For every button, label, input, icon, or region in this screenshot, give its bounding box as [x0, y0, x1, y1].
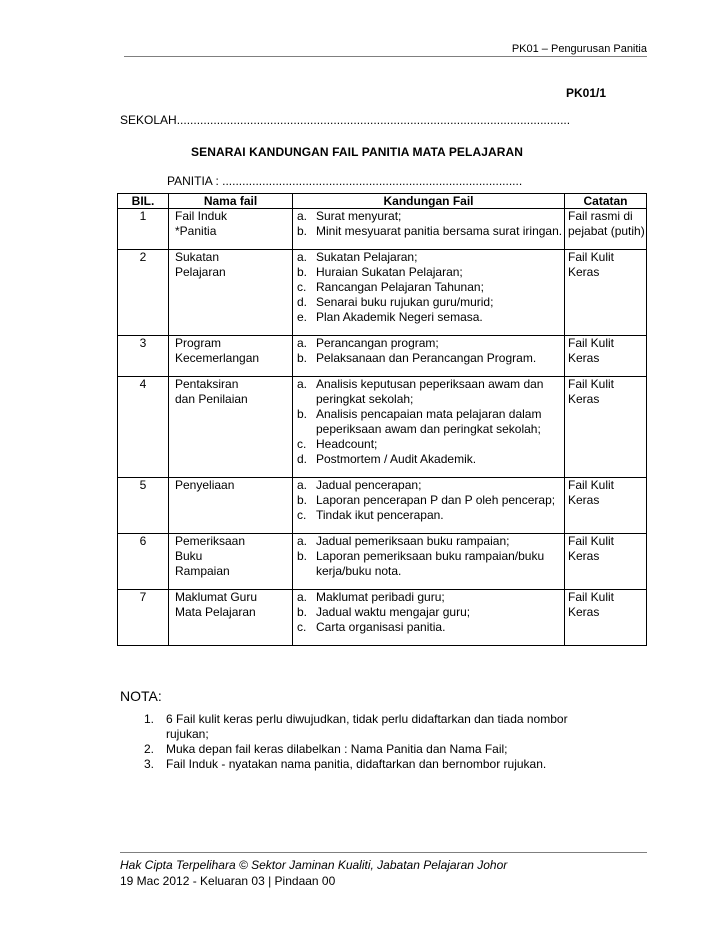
- nota-item: [144, 757, 604, 772]
- row-catatan: Fail Kulit Keras: [565, 377, 647, 478]
- nota-item-text: 6 Fail kulit keras perlu diwujudkan, tidak perlu didaftarkan dan tiada nombor rujukan;: [166, 712, 568, 741]
- kandungan-item-marker: b.: [297, 265, 308, 279]
- kandungan-item-text: Plan Akademik Negeri semasa.: [316, 310, 483, 324]
- table-row: [118, 590, 647, 646]
- kandungan-item: [293, 310, 564, 325]
- kandungan-item-text: Minit mesyuarat panitia bersama surat iringan.: [316, 224, 563, 238]
- row-catatan: Fail rasmi di pejabat (putih): [565, 209, 647, 250]
- kandungan-item-marker: a.: [297, 336, 308, 350]
- table-row: [118, 209, 647, 250]
- header-nama-fail: Nama fail: [169, 194, 293, 209]
- row-catatan: Fail Kulit Keras: [565, 250, 647, 336]
- kandungan-list: [293, 534, 564, 579]
- kandungan-item-text: Laporan pemeriksaan buku rampaian/buku kerja/buku nota.: [316, 549, 545, 578]
- row-nama-fail: Pentaksiran dan Penilaian: [169, 377, 293, 478]
- nota-item: [144, 712, 604, 742]
- kandungan-item-marker: b.: [297, 407, 308, 421]
- kandungan-item-text: Sukatan Pelajaran;: [316, 250, 418, 264]
- kandungan-item: [293, 250, 564, 265]
- kandungan-item: [293, 224, 564, 239]
- row-kandungan-fail: [293, 336, 565, 377]
- row-kandungan-fail: [293, 534, 565, 590]
- kandungan-item-text: Jadual pemeriksaan buku rampaian;: [316, 534, 510, 548]
- file-contents-table: [117, 193, 647, 646]
- kandungan-item: [293, 549, 564, 579]
- kandungan-item-marker: d.: [297, 295, 308, 309]
- nota-title: NOTA:: [120, 688, 162, 704]
- row-bil: 7: [118, 590, 169, 646]
- kandungan-item-marker: c.: [297, 437, 307, 451]
- kandungan-item: [293, 265, 564, 280]
- kandungan-item-text: Analisis keputusan peperiksaan awam dan peringkat sekolah;: [316, 377, 544, 406]
- kandungan-list: [293, 336, 564, 366]
- table-body: [118, 209, 647, 646]
- kandungan-item: [293, 437, 564, 452]
- kandungan-item: [293, 295, 564, 310]
- row-catatan: Fail Kulit Keras: [565, 478, 647, 534]
- kandungan-item-marker: a.: [297, 250, 308, 264]
- row-bil: 3: [118, 336, 169, 377]
- kandungan-item: [293, 508, 564, 523]
- kandungan-list: [293, 209, 564, 239]
- row-kandungan-fail: [293, 377, 565, 478]
- row-catatan: Fail Kulit Keras: [565, 534, 647, 590]
- kandungan-item: [293, 493, 564, 508]
- nota-item-number: 3.: [144, 757, 155, 771]
- nota-item-text: Muka depan fail keras dilabelkan : Nama Panitia dan Nama Fail;: [166, 742, 508, 756]
- kandungan-item-text: Tindak ikut pencerapan.: [316, 508, 444, 522]
- row-kandungan-fail: [293, 590, 565, 646]
- kandungan-item: [293, 534, 564, 549]
- kandungan-item-marker: a.: [297, 478, 308, 492]
- row-bil: 5: [118, 478, 169, 534]
- table-row: [118, 478, 647, 534]
- row-kandungan-fail: [293, 478, 565, 534]
- document-title: SENARAI KANDUNGAN FAIL PANITIA MATA PELAJARAN: [191, 145, 524, 159]
- row-nama-fail: Pemeriksaan Buku Rampaian: [169, 534, 293, 590]
- row-bil: 4: [118, 377, 169, 478]
- panitia-line: PANITIA : ..........................................................................................: [167, 174, 523, 188]
- header-catatan: Catatan: [565, 194, 647, 209]
- kandungan-item: [293, 209, 564, 224]
- kandungan-item: [293, 280, 564, 295]
- kandungan-item-marker: a.: [297, 590, 308, 604]
- kandungan-item: [293, 351, 564, 366]
- nota-list: [144, 712, 604, 772]
- kandungan-item-marker: c.: [297, 620, 307, 634]
- kandungan-item-text: Surat menyurat;: [316, 209, 402, 223]
- kandungan-item: [293, 452, 564, 467]
- sekolah-line: SEKOLAH......................................................................................................................: [120, 113, 571, 127]
- kandungan-item-text: Jadual pencerapan;: [316, 478, 422, 492]
- table-row: [118, 534, 647, 590]
- row-bil: 2: [118, 250, 169, 336]
- kandungan-item-marker: e.: [297, 310, 308, 324]
- kandungan-item-marker: a.: [297, 534, 308, 548]
- header-divider: [124, 56, 647, 57]
- nota-item-number: 2.: [144, 742, 155, 756]
- row-nama-fail: Fail Induk *Panitia: [169, 209, 293, 250]
- row-catatan: Fail Kulit Keras: [565, 336, 647, 377]
- kandungan-item: [293, 478, 564, 493]
- row-nama-fail: Sukatan Pelajaran: [169, 250, 293, 336]
- kandungan-item-marker: b.: [297, 493, 308, 507]
- row-kandungan-fail: [293, 250, 565, 336]
- kandungan-item: [293, 336, 564, 351]
- kandungan-item-marker: b.: [297, 549, 308, 563]
- kandungan-item-marker: b.: [297, 351, 308, 365]
- header-bil: BIL.: [118, 194, 169, 209]
- footer-release-info: 19 Mac 2012 - Keluaran 03 | Pindaan 00: [120, 874, 336, 888]
- kandungan-item-text: Jadual waktu mengajar guru;: [316, 605, 471, 619]
- row-nama-fail: Program Kecemerlangan: [169, 336, 293, 377]
- kandungan-item-text: Carta organisasi panitia.: [316, 620, 446, 634]
- kandungan-item-text: Rancangan Pelajaran Tahunan;: [316, 280, 484, 294]
- kandungan-item: [293, 407, 564, 437]
- page-header: PK01 – Pengurusan Panitia: [511, 43, 647, 55]
- nota-item: [144, 742, 604, 757]
- kandungan-item-text: Headcount;: [316, 437, 378, 451]
- kandungan-item-marker: d.: [297, 452, 308, 466]
- row-bil: 6: [118, 534, 169, 590]
- header-kandungan-fail: Kandungan Fail: [293, 194, 565, 209]
- table-header-row: [118, 194, 647, 209]
- table-row: [118, 377, 647, 478]
- kandungan-list: [293, 478, 564, 523]
- table-row: [118, 250, 647, 336]
- document-code: PK01/1: [565, 86, 606, 100]
- kandungan-item-text: Maklumat peribadi guru;: [316, 590, 445, 604]
- kandungan-item-marker: b.: [297, 224, 308, 238]
- kandungan-list: [293, 250, 564, 325]
- kandungan-item-text: Laporan pencerapan P dan P oleh pencerap;: [316, 493, 556, 507]
- kandungan-item: [293, 605, 564, 620]
- row-nama-fail: Penyeliaan: [169, 478, 293, 534]
- footer-copyright: Hak Cipta Terpelihara © Sektor Jaminan Kualiti, Jabatan Pelajaran Johor: [120, 858, 508, 872]
- row-nama-fail: Maklumat Guru Mata Pelajaran: [169, 590, 293, 646]
- nota-item-text: Fail Induk - nyatakan nama panitia, didaftarkan dan bernombor rujukan.: [166, 757, 547, 771]
- kandungan-item: [293, 590, 564, 605]
- kandungan-item-marker: a.: [297, 209, 308, 223]
- kandungan-list: [293, 590, 564, 635]
- kandungan-item-text: Analisis pencapaian mata pelajaran dalam peperiksaan awam dan peringkat sekolah;: [316, 407, 542, 436]
- row-catatan: Fail Kulit Keras: [565, 590, 647, 646]
- kandungan-item-marker: a.: [297, 377, 308, 391]
- kandungan-item-marker: c.: [297, 508, 307, 522]
- kandungan-item-text: Huraian Sukatan Pelajaran;: [316, 265, 463, 279]
- kandungan-item: [293, 620, 564, 635]
- row-bil: 1: [118, 209, 169, 250]
- row-kandungan-fail: [293, 209, 565, 250]
- kandungan-item-text: Senarai buku rujukan guru/murid;: [316, 295, 494, 309]
- footer-divider: [120, 852, 647, 853]
- kandungan-list: [293, 377, 564, 467]
- kandungan-item-text: Pelaksanaan dan Perancangan Program.: [316, 351, 537, 365]
- kandungan-item-marker: b.: [297, 605, 308, 619]
- kandungan-item: [293, 377, 564, 407]
- kandungan-item-text: Postmortem / Audit Akademik.: [316, 452, 477, 466]
- nota-item-number: 1.: [144, 712, 155, 726]
- kandungan-item-text: Perancangan program;: [316, 336, 439, 350]
- kandungan-item-marker: c.: [297, 280, 307, 294]
- table-row: [118, 336, 647, 377]
